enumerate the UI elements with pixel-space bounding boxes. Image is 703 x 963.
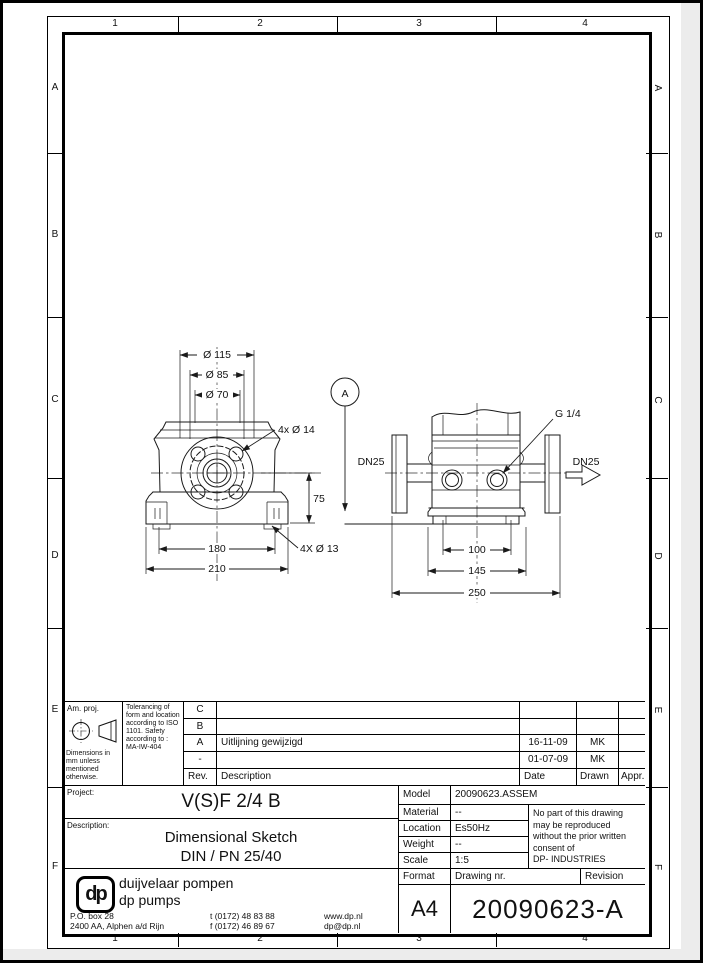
dimensions-note: Dimensions in mm unless mentioned otherwise. [66, 750, 110, 781]
location-label: Location [398, 820, 450, 836]
zone-tick [337, 16, 338, 33]
rev-letter: A [183, 734, 216, 751]
rev-description [216, 751, 519, 768]
zone-col-label: 3 [416, 18, 422, 29]
scan-margin-right [681, 3, 700, 960]
zone-tick [646, 628, 668, 629]
company-box [63, 868, 398, 933]
rev-header-description: Description [216, 768, 519, 785]
company-phone: t (0172) 48 83 88 [210, 911, 275, 921]
rev-letter: C [183, 701, 216, 718]
zone-row-label: B [652, 231, 663, 239]
copyright-line: without the prior written [533, 831, 627, 841]
flow-direction-arrow [566, 465, 600, 485]
zone-col-label: 2 [257, 933, 263, 944]
tolerance-box: Tolerancing of form and location according to ISO 1101. Safety according to : MA-IW-404 [122, 701, 183, 785]
rev-date [519, 718, 576, 734]
rev-letter: - [183, 751, 216, 768]
rev-description [216, 701, 519, 718]
dim-250: 250 [468, 587, 486, 599]
zone-col-label: 2 [257, 18, 263, 29]
zone-tick [178, 16, 179, 33]
company-address-line1: P.O. box 28 [70, 911, 114, 921]
company-web: www.dp.nl [324, 911, 363, 921]
zone-tick [47, 787, 62, 788]
dim-dia-70: Ø 70 [205, 389, 229, 401]
description-box [63, 818, 398, 868]
rev-header-drawn: Drawn [576, 768, 618, 785]
company-fax: f (0172) 46 89 67 [210, 921, 275, 931]
drawing-nr-label: Drawing nr. [450, 868, 580, 884]
dim-180: 180 [208, 543, 226, 555]
zone-tick [646, 317, 668, 318]
front-view [146, 347, 339, 581]
dim-75: 75 [313, 493, 325, 505]
dim-dia-85: Ø 85 [205, 369, 229, 381]
zone-row-label: E [652, 706, 663, 714]
material-label: Material [398, 804, 450, 820]
zone-tick [47, 317, 62, 318]
zone-row-label: F [51, 861, 59, 872]
weight-value: -- [450, 836, 528, 852]
copyright-line: DP- INDUSTRIES [533, 854, 606, 864]
weight-label: Weight [398, 836, 450, 852]
rev-drawn: MK [576, 734, 618, 751]
location-value: Es50Hz [450, 820, 528, 836]
copyright-note [528, 804, 645, 868]
label-dn25-discharge: DN25 [572, 456, 600, 468]
company-name-line2: dp pumps [119, 892, 181, 908]
rev-description: Uitlijning gewijzigd [216, 734, 519, 751]
company-address-line2: 2400 AA, Alphen a/d Rijn [70, 921, 165, 931]
callout-g14-port: G 1/4 [555, 408, 581, 420]
projection-label: Am. proj. [67, 704, 100, 713]
format-label: Format [398, 868, 450, 884]
zone-col-label: 4 [582, 18, 588, 29]
rev-header-rev: Rev. [183, 768, 216, 785]
zone-row-label: C [51, 394, 59, 405]
zone-col-label: 4 [582, 933, 588, 944]
rev-appr [618, 751, 645, 768]
zone-tick [646, 787, 668, 788]
technical-drawing [63, 33, 645, 705]
zone-row-label: F [652, 863, 663, 871]
format-value: A4 [398, 884, 450, 933]
company-email: dp@dp.nl [324, 921, 361, 931]
rev-date: 16-11-09 [519, 734, 576, 751]
drawing-nr-value: 20090623-A [450, 884, 645, 933]
view-ref-letter: A [341, 388, 349, 400]
zone-col-label: 1 [112, 933, 118, 944]
description-label: Description: [67, 821, 110, 830]
scan-margin-bottom [3, 949, 700, 960]
description-line2: DIN / PN 25/40 [180, 848, 282, 865]
zone-row-label: D [51, 550, 59, 561]
scale-value: 1:5 [450, 852, 528, 868]
rev-date: 01-07-09 [519, 751, 576, 768]
rev-header-appr: Appr. [618, 768, 645, 785]
zone-row-label: B [51, 229, 59, 240]
callout-base-holes: 4X Ø 13 [300, 543, 339, 555]
dim-210: 210 [208, 563, 226, 575]
zone-tick [646, 153, 668, 154]
zone-col-label: 1 [112, 18, 118, 29]
description-line1: Dimensional Sketch [164, 829, 298, 846]
copyright-line: consent of [533, 842, 575, 853]
rev-appr [618, 701, 645, 718]
rev-appr [618, 734, 645, 751]
dim-145: 145 [468, 565, 486, 577]
project-label: Project: [67, 788, 95, 797]
rev-drawn: MK [576, 751, 618, 768]
rev-letter: B [183, 718, 216, 734]
project-name: V(S)F 2/4 B [181, 791, 281, 812]
dp-logo: dp [76, 876, 115, 913]
callout-flange-holes: 4x Ø 14 [278, 424, 315, 436]
zone-tick [646, 478, 668, 479]
zone-col-label: 3 [416, 933, 422, 944]
project-box [63, 785, 398, 818]
projection-box [63, 701, 122, 785]
rev-date [519, 701, 576, 718]
rev-appr [618, 718, 645, 734]
revision-label: Revision [580, 868, 645, 884]
first-angle-projection-icon [66, 715, 121, 747]
drawing-sheet [3, 3, 700, 960]
rev-description [216, 718, 519, 734]
dim-100: 100 [468, 544, 486, 556]
zone-tick [47, 478, 62, 479]
rev-drawn [576, 701, 618, 718]
zone-tick [47, 153, 62, 154]
zone-tick [47, 628, 62, 629]
zone-tick [496, 16, 497, 33]
zone-row-label: A [652, 84, 663, 92]
zone-row-label: A [51, 82, 59, 93]
material-value: -- [450, 804, 528, 820]
model-label: Model [398, 785, 450, 804]
dim-dia-115: Ø 115 [203, 349, 231, 361]
label-dn25-suction: DN25 [357, 456, 385, 468]
rev-header-date: Date [519, 768, 576, 785]
zone-row-label: E [51, 704, 59, 715]
copyright-line: No part of this drawing [533, 808, 624, 818]
company-name-line1: duijvelaar pompen [119, 875, 234, 891]
copyright-line: may be reproduced [533, 819, 611, 830]
scale-label: Scale [398, 852, 450, 868]
rev-drawn [576, 718, 618, 734]
zone-row-label: D [652, 552, 663, 560]
side-view [331, 378, 600, 603]
model-value: 20090623.ASSEM [450, 785, 645, 804]
zone-row-label: C [652, 396, 663, 404]
